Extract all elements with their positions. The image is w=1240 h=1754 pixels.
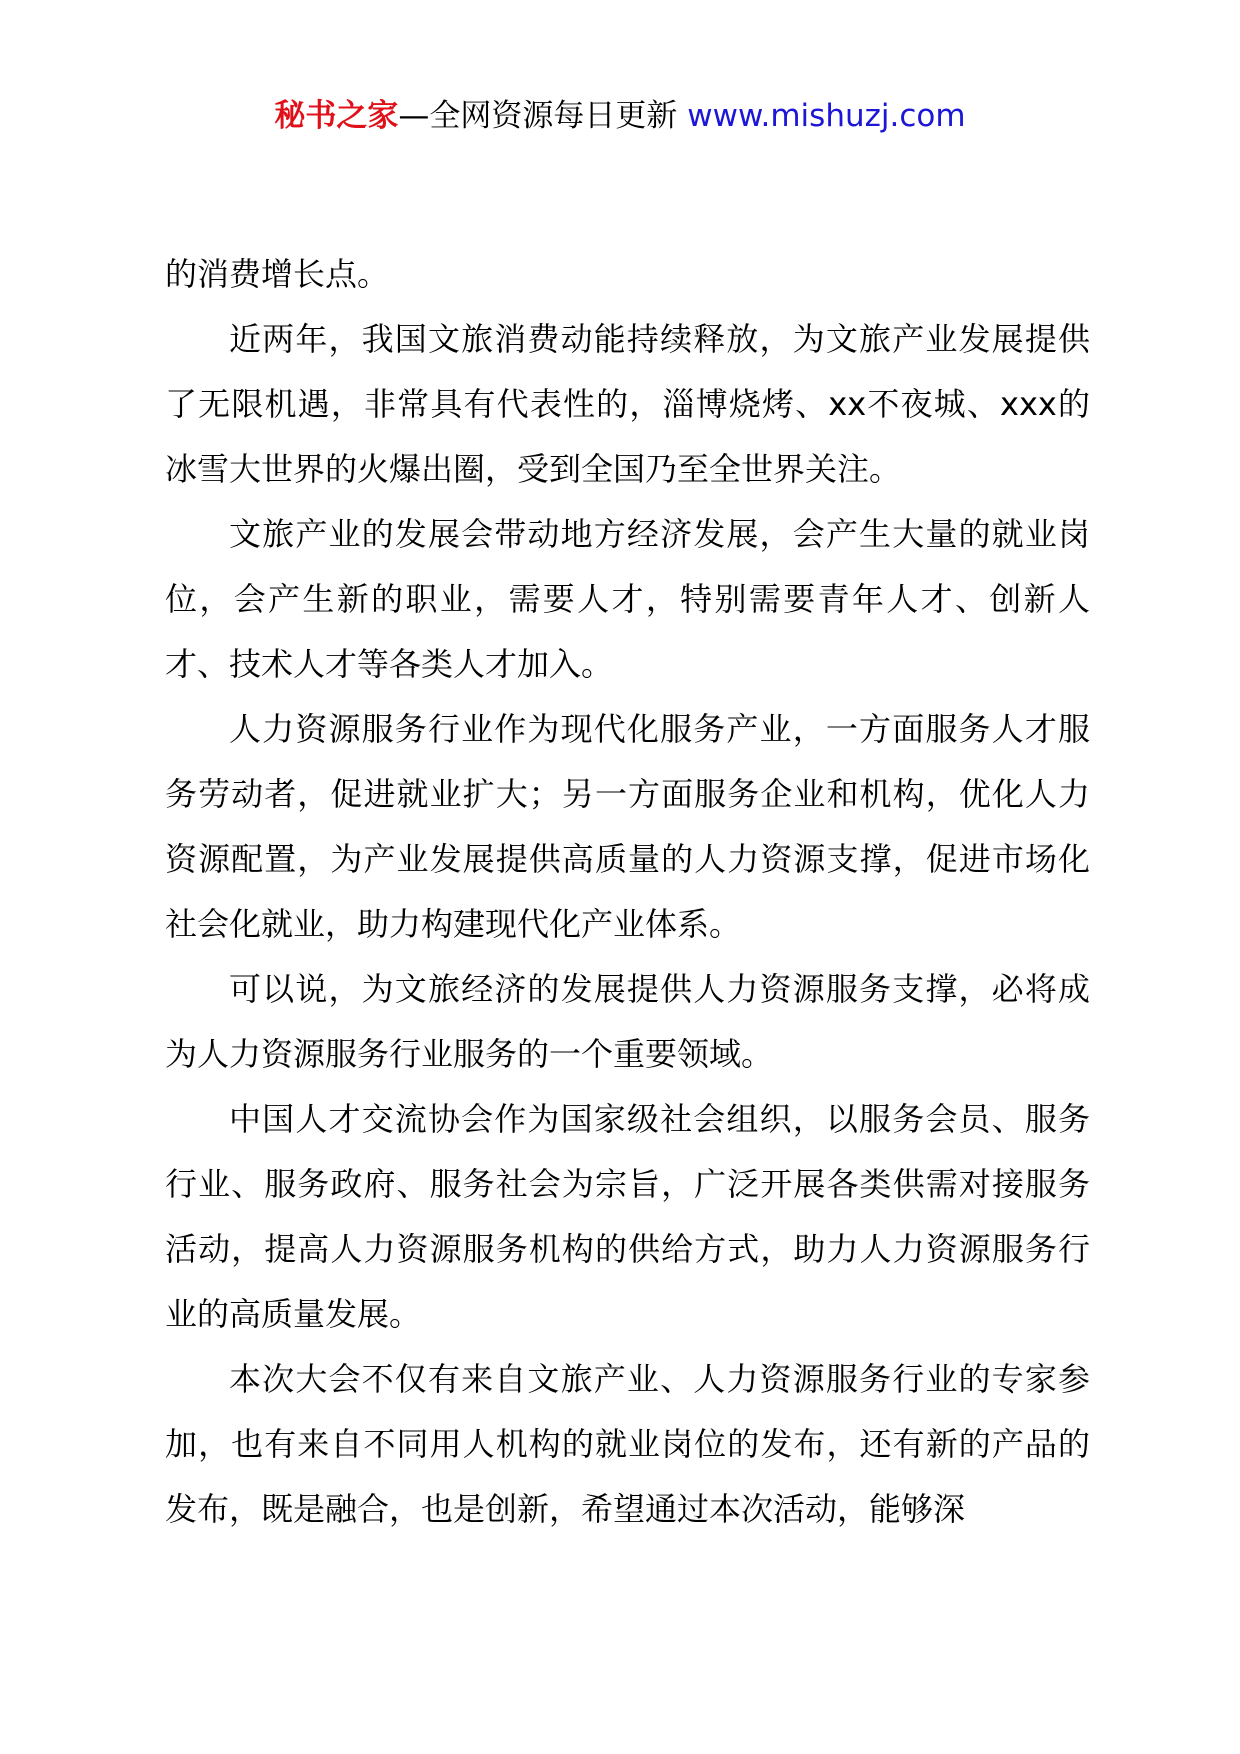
- paragraph: 本次大会不仅有来自文旅产业、人力资源服务行业的专家参加，也有来自不同用人机构的就业岗位的发布，还有新的产品的发布，既是融合，也是创新，希望通过本次活动，能够深: [165, 1360, 1090, 1528]
- brand-name: 秘书之家: [274, 98, 399, 134]
- header-tagline: —全网资源每日更新: [398, 98, 688, 134]
- page-header: [0, 96, 1240, 136]
- paragraph: 文旅产业的发展会带动地方经济发展，会产生大量的就业岗位，会产生新的职业，需要人才，特别需要青年人才、创新人才、技术人才等各类人才加入。: [165, 515, 1090, 683]
- paragraph: 中国人才交流协会作为国家级社会组织，以服务会员、服务行业、服务政府、服务社会为宗旨，广泛开展各类供需对接服务活动，提高人力资源服务机构的供给方式，助力人力资源服务行业的高质量发展。: [165, 1100, 1090, 1333]
- document-body: [165, 242, 1090, 1542]
- paragraph: 人力资源服务行业作为现代化服务产业，一方面服务人才服务劳动者，促进就业扩大；另一方面服务企业和机构，优化人力资源配置，为产业发展提供高质量的人力资源支撑，促进市场化社会化就业，助力构建现代化产业体系。: [165, 710, 1090, 943]
- paragraph-continuation: 的消费增长点。: [165, 255, 390, 293]
- paragraph: 近两年，我国文旅消费动能持续释放，为文旅产业发展提供了无限机遇，非常具有代表性的，淄博烧烤、xx不夜城、xxx的冰雪大世界的火爆出圈，受到全国乃至全世界关注。: [165, 320, 1090, 488]
- site-url-link[interactable]: www.mishuzj.com: [687, 98, 966, 134]
- paragraph: 可以说，为文旅经济的发展提供人力资源服务支撑，必将成为人力资源服务行业服务的一个重要领域。: [165, 970, 1090, 1073]
